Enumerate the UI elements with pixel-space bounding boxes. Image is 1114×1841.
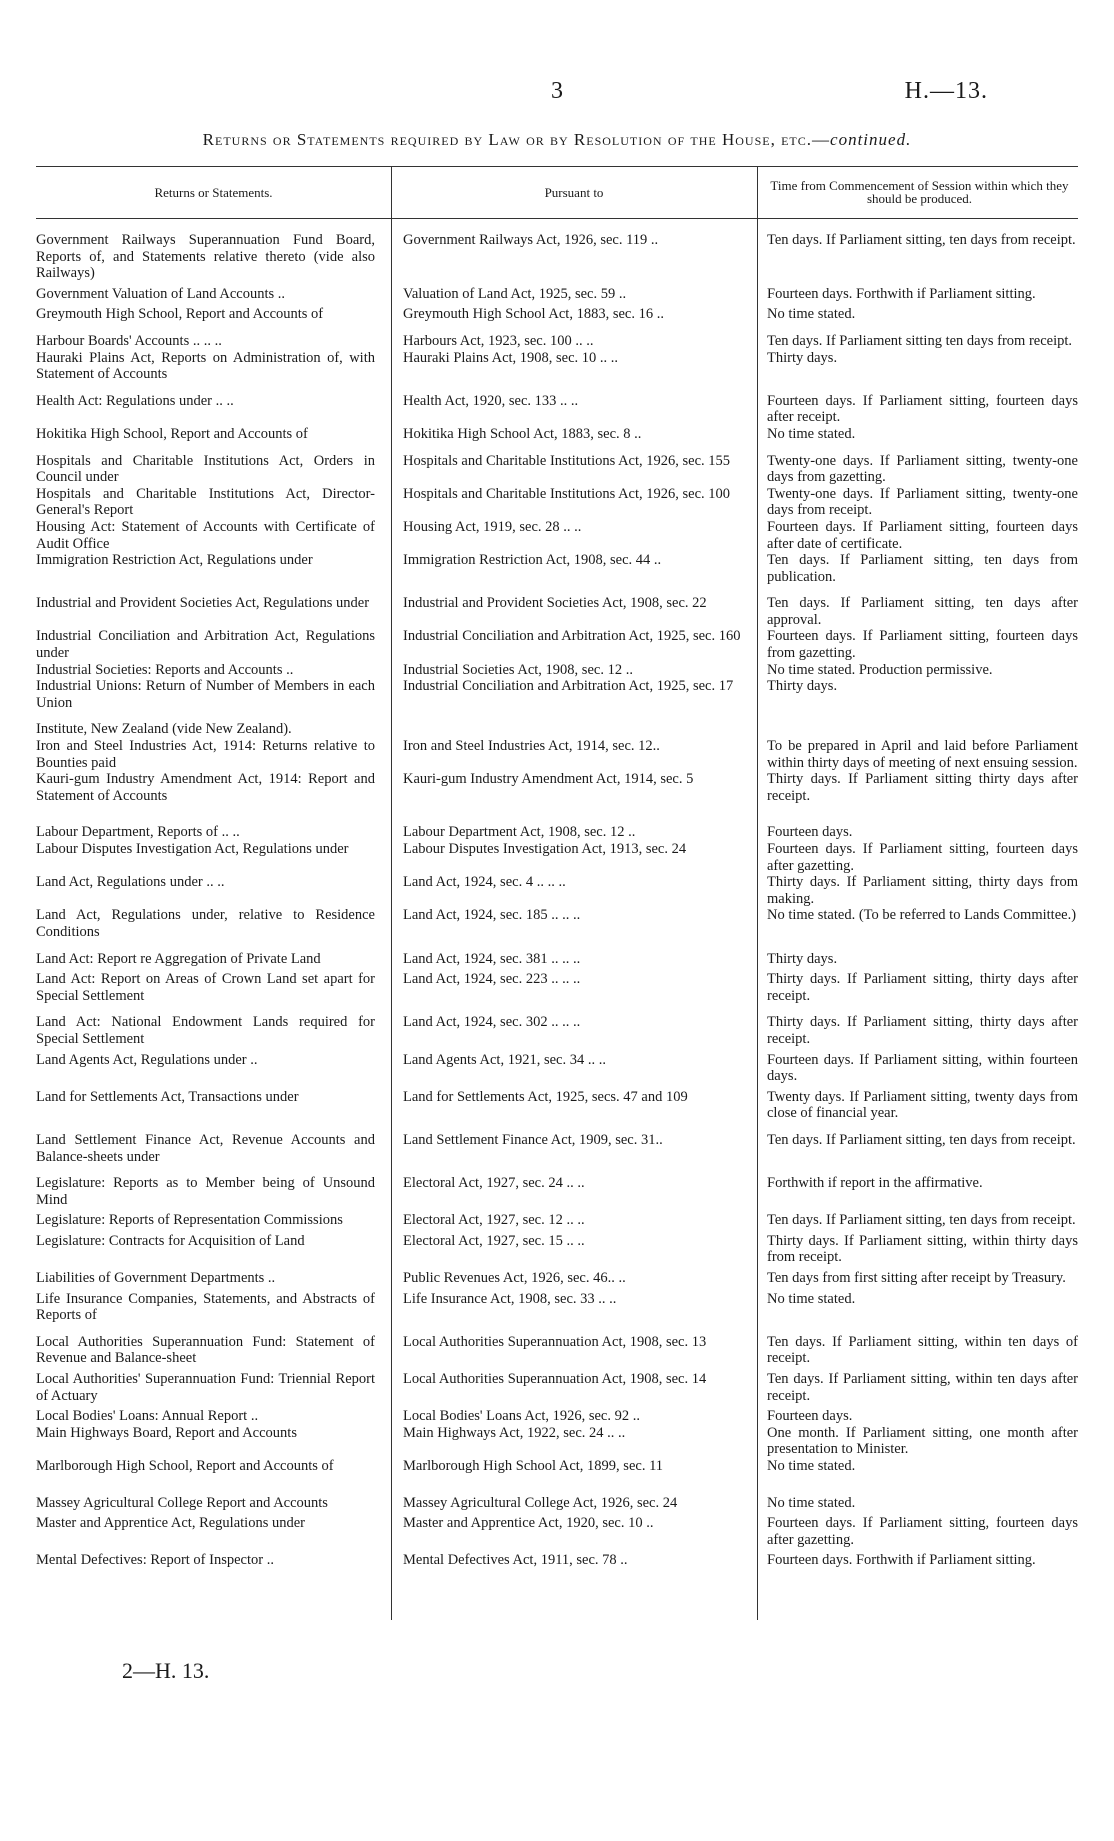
pursuant-cell: Local Authorities Superannuation Act, 1908, sec. 13	[403, 1333, 707, 1350]
pursuant-cell: Main Highways Act, 1922, sec. 24 .. ..	[403, 1424, 626, 1441]
statement-cell: Land Act, Regulations under .. ..	[36, 874, 225, 891]
time-cell: Fourteen days. If Parliament sitting, fourteen days after receipt.	[767, 392, 1078, 426]
heading-text: Returns or Statements required by Law or by Resolution of the House, etc.—	[202, 130, 831, 149]
table-row	[36, 1334, 1078, 1367]
column-header-time: Time from Commencement of Session within which they should be produced.	[770, 178, 1069, 206]
time-cell: Ten days. If Parliament sitting, within ten days of receipt.	[767, 1333, 1078, 1367]
time-cell: Ten days. If Parliament sitting, ten days after approval.	[767, 595, 1078, 628]
pursuant-cell: Hospitals and Charitable Institutions Act, 1926, sec. 155	[403, 452, 731, 469]
table-row	[36, 1212, 1078, 1229]
returns-table-body	[36, 232, 1078, 1569]
time-cell: Ten days. If Parliament sitting, ten days from receipt.	[767, 1131, 1076, 1148]
table-row	[36, 907, 1078, 940]
time-cell: Fourteen days. If Parliament sitting, fourteen days from gazetting.	[767, 628, 1078, 662]
pursuant-cell: Government Railways Act, 1926, sec. 119 ..	[403, 232, 659, 248]
pursuant-cell: Industrial Societies Act, 1908, sec. 12 ..	[403, 661, 633, 678]
document-reference: H.—13.	[904, 78, 988, 104]
table-row	[36, 1371, 1078, 1404]
statement-cell: Main Highways Board, Report and Accounts	[36, 1424, 297, 1441]
pursuant-cell: Hokitika High School Act, 1883, sec. 8 ..	[403, 425, 642, 442]
time-cell: No time stated.	[767, 1494, 856, 1511]
statement-cell: Iron and Steel Industries Act, 1914: Returns relative to Bounties paid	[36, 738, 375, 771]
pursuant-cell: Greymouth High School Act, 1883, sec. 16 ..	[403, 306, 664, 323]
statement-cell: Industrial Conciliation and Arbitration Act, Regulations under	[36, 628, 375, 662]
time-cell: Fourteen days. If Parliament sitting, fourteen days after gazetting.	[767, 841, 1078, 874]
pursuant-cell: Marlborough High School Act, 1899, sec. 11	[403, 1458, 664, 1474]
column-header-pursuant: Pursuant to	[544, 184, 604, 200]
table-row	[36, 552, 1078, 585]
pursuant-cell: Industrial Conciliation and Arbitration Act, 1925, sec. 17	[403, 678, 734, 695]
table-row	[36, 453, 1078, 486]
pursuant-cell: Local Bodies' Loans Act, 1926, sec. 92 ..	[403, 1408, 640, 1425]
pursuant-cell: Massey Agricultural College Act, 1926, sec. 24	[403, 1494, 678, 1511]
table-row	[36, 1233, 1078, 1266]
statement-cell: Kauri-gum Industry Amendment Act, 1914: Report and Statement of Accounts	[36, 771, 375, 804]
statement-cell: Institute, New Zealand (vide New Zealand).	[36, 721, 292, 738]
table-row	[36, 678, 1078, 711]
statement-cell: Land Act: Report on Areas of Crown Land set apart for Special Settlement	[36, 971, 375, 1004]
page-footer: 2—H. 13.	[122, 1658, 210, 1683]
pursuant-cell: Industrial and Provident Societies Act, 1908, sec. 22	[403, 595, 707, 612]
heading-continued: continued.	[830, 130, 912, 149]
statement-cell: Land for Settlements Act, Transactions under	[36, 1088, 299, 1105]
table-row	[36, 971, 1078, 1004]
statement-cell: Government Valuation of Land Accounts ..	[36, 285, 285, 302]
pursuant-cell: Valuation of Land Act, 1925, sec. 59 ..	[403, 285, 627, 302]
statement-cell: Labour Disputes Investigation Act, Regulations under	[36, 841, 349, 857]
statement-cell: Housing Act: Statement of Accounts with Certificate of Audit Office	[36, 518, 375, 552]
table-row	[36, 1270, 1078, 1287]
statement-cell: Government Railways Superannuation Fund Board, Reports of, and Statements relative thereto (vide also Railways)	[36, 232, 375, 282]
table-row	[36, 286, 1078, 303]
time-cell: Thirty days. If Parliament sitting, within thirty days from receipt.	[767, 1232, 1078, 1266]
time-cell: Ten days. If Parliament sitting, ten days from receipt.	[767, 232, 1076, 248]
pursuant-cell: Hauraki Plains Act, 1908, sec. 10 .. ..	[403, 349, 619, 366]
table-row	[36, 486, 1078, 519]
table-row	[36, 350, 1078, 383]
time-cell: Twenty-one days. If Parliament sitting, twenty-one days from receipt.	[767, 485, 1078, 519]
table-row	[36, 426, 1078, 443]
pursuant-cell: Labour Department Act, 1908, sec. 12 ..	[403, 824, 636, 841]
table-row	[36, 662, 1078, 679]
pursuant-cell: Harbours Act, 1923, sec. 100 .. ..	[403, 332, 594, 349]
statement-cell: Life Insurance Companies, Statements, and Abstracts of Reports of	[36, 1290, 375, 1324]
table-row	[36, 738, 1078, 771]
statement-cell: Harbour Boards' Accounts .. .. ..	[36, 332, 222, 349]
pursuant-cell: Health Act, 1920, sec. 133 .. ..	[403, 392, 579, 409]
table-row	[36, 1175, 1078, 1208]
statement-cell: Hospitals and Charitable Institutions Act, Orders in Council under	[36, 452, 375, 486]
table-row	[36, 628, 1078, 661]
table-row	[36, 841, 1078, 874]
statement-cell: Industrial Unions: Return of Number of Members in each Union	[36, 678, 375, 711]
statement-cell: Marlborough High School, Report and Accounts of	[36, 1458, 334, 1474]
statement-cell: Land Act: Report re Aggregation of Private Land	[36, 950, 321, 967]
pursuant-cell: Land Act, 1924, sec. 302 .. .. ..	[403, 1014, 581, 1031]
statement-cell: Legislature: Contracts for Acquisition of Land	[36, 1232, 305, 1249]
time-cell: Thirty days. If Parliament sitting thirty days after receipt.	[767, 771, 1078, 804]
statement-cell: Greymouth High School, Report and Accounts of	[36, 306, 324, 323]
table-row	[36, 1052, 1078, 1085]
time-cell: No time stated.	[767, 1458, 856, 1474]
pursuant-cell: Land Settlement Finance Act, 1909, sec. 31..	[403, 1131, 663, 1148]
time-cell: Ten days. If Parliament sitting, ten days from publication.	[767, 552, 1078, 585]
table-row	[36, 333, 1078, 350]
pursuant-cell: Industrial Conciliation and Arbitration Act, 1925, sec. 160	[403, 628, 741, 645]
table-row	[36, 1425, 1078, 1458]
pursuant-cell: Iron and Steel Industries Act, 1914, sec. 12..	[403, 738, 660, 755]
time-cell: Twenty days. If Parliament sitting, twenty days from close of financial year.	[767, 1088, 1078, 1122]
pursuant-cell: Electoral Act, 1927, sec. 12 .. ..	[403, 1212, 585, 1229]
statement-cell: Land Act: National Endowment Lands required for Special Settlement	[36, 1014, 375, 1047]
statement-cell: Legislature: Reports of Representation Commissions	[36, 1212, 343, 1229]
table-row	[36, 1132, 1078, 1165]
pursuant-cell: Land Agents Act, 1921, sec. 34 .. ..	[403, 1051, 606, 1068]
time-cell: Forthwith if report in the affirmative.	[767, 1175, 983, 1192]
statement-cell: Liabilities of Government Departments ..	[36, 1270, 276, 1287]
table-row	[36, 1014, 1078, 1047]
pursuant-cell: Electoral Act, 1927, sec. 15 .. ..	[403, 1232, 585, 1249]
time-cell: No time stated. (To be referred to Lands Committee.)	[767, 907, 1077, 924]
time-cell: Twenty-one days. If Parliament sitting, twenty-one days from gazetting.	[767, 452, 1078, 486]
pursuant-cell: Local Authorities Superannuation Act, 1908, sec. 14	[403, 1371, 707, 1388]
time-cell: No time stated.	[767, 306, 856, 323]
time-cell: No time stated. Production permissive.	[767, 661, 993, 678]
column-header-statements: Returns or Statements.	[154, 184, 273, 200]
statement-cell: Land Settlement Finance Act, Revenue Accounts and Balance-sheets under	[36, 1131, 375, 1165]
statement-cell: Massey Agricultural College Report and Accounts	[36, 1494, 328, 1511]
table-row	[36, 1515, 1078, 1548]
table-row	[36, 232, 1078, 282]
pursuant-cell: Mental Defectives Act, 1911, sec. 78 ..	[403, 1552, 628, 1569]
time-cell: Thirty days.	[767, 349, 838, 366]
time-cell: Thirty days. If Parliament sitting, thirty days after receipt.	[767, 971, 1078, 1004]
page-heading	[0, 130, 1114, 150]
pursuant-cell: Land Act, 1924, sec. 381 .. .. ..	[403, 950, 581, 967]
pursuant-cell: Hospitals and Charitable Institutions Act, 1926, sec. 100	[403, 485, 731, 502]
page-number: 3	[551, 78, 563, 104]
statement-cell: Mental Defectives: Report of Inspector ..	[36, 1552, 274, 1569]
table-row	[36, 1495, 1078, 1512]
statement-cell: Local Bodies' Loans: Annual Report ..	[36, 1408, 259, 1425]
time-cell: Thirty days. If Parliament sitting, thirty days after receipt.	[767, 1014, 1078, 1047]
time-cell: To be prepared in April and laid before Parliament within thirty days of meeting of next ensuing session.	[767, 738, 1078, 771]
pursuant-cell: Housing Act, 1919, sec. 28 .. ..	[403, 518, 582, 535]
time-cell: Fourteen days. Forthwith if Parliament sitting.	[767, 1552, 1036, 1569]
statement-cell: Labour Department, Reports of .. ..	[36, 824, 240, 841]
table-row	[36, 824, 1078, 841]
statement-cell: Hospitals and Charitable Institutions Act, Director-General's Report	[36, 485, 375, 519]
time-cell: Thirty days.	[767, 950, 838, 967]
time-cell: Ten days. If Parliament sitting ten days from receipt.	[767, 332, 1073, 349]
table-row	[36, 771, 1078, 804]
time-cell: Fourteen days. If Parliament sitting, fourteen days after date of certificate.	[767, 518, 1078, 552]
table-row	[36, 1458, 1078, 1475]
statement-cell: Hokitika High School, Report and Accounts of	[36, 425, 308, 442]
table-row	[36, 306, 1078, 323]
pursuant-cell: Land Act, 1924, sec. 185 .. .. ..	[403, 907, 581, 924]
time-cell: One month. If Parliament sitting, one month after presentation to Minister.	[767, 1424, 1078, 1458]
time-cell: Thirty days.	[767, 678, 838, 695]
statement-cell: Land Agents Act, Regulations under ..	[36, 1051, 258, 1068]
table-header-rule	[36, 218, 1078, 219]
statement-cell: Health Act: Regulations under .. ..	[36, 392, 234, 409]
table-row	[36, 1408, 1078, 1425]
time-cell: Fourteen days. If Parliament sitting, fourteen days after gazetting.	[767, 1515, 1078, 1548]
statement-cell: Master and Apprentice Act, Regulations under	[36, 1515, 305, 1532]
pursuant-cell: Land for Settlements Act, 1925, secs. 47 and 109	[403, 1088, 688, 1105]
table-row	[36, 1552, 1078, 1569]
time-cell: Fourteen days. Forthwith if Parliament sitting.	[767, 285, 1036, 302]
pursuant-cell: Land Act, 1924, sec. 223 .. .. ..	[403, 971, 581, 988]
pursuant-cell: Land Act, 1924, sec. 4 .. .. ..	[403, 874, 566, 891]
statement-cell: Immigration Restriction Act, Regulations under	[36, 552, 313, 569]
pursuant-cell: Master and Apprentice Act, 1920, sec. 10 ..	[403, 1515, 654, 1532]
time-cell: Ten days from first sitting after receipt by Treasury.	[767, 1270, 1066, 1287]
table-row	[36, 721, 1078, 738]
statement-cell: Legislature: Reports as to Member being of Unsound Mind	[36, 1175, 375, 1208]
table-row	[36, 1291, 1078, 1324]
table-row	[36, 393, 1078, 426]
time-cell: No time stated.	[767, 1290, 856, 1307]
time-cell: Ten days. If Parliament sitting, ten days from receipt.	[767, 1212, 1076, 1229]
time-cell: Fourteen days.	[767, 824, 853, 841]
time-cell: Fourteen days.	[767, 1408, 853, 1425]
pursuant-cell: Electoral Act, 1927, sec. 24 .. ..	[403, 1175, 585, 1192]
statement-cell: Local Authorities' Superannuation Fund: Triennial Report of Actuary	[36, 1371, 375, 1404]
time-cell: Fourteen days. If Parliament sitting, within fourteen days.	[767, 1051, 1078, 1085]
statement-cell: Local Authorities Superannuation Fund: Statement of Revenue and Balance-sheet	[36, 1333, 375, 1367]
time-cell: Thirty days. If Parliament sitting, thirty days from making.	[767, 874, 1078, 907]
statement-cell: Industrial Societies: Reports and Accounts ..	[36, 661, 294, 678]
table-row	[36, 519, 1078, 552]
time-cell: Ten days. If Parliament sitting, within ten days after receipt.	[767, 1371, 1078, 1404]
table-row	[36, 874, 1078, 907]
table-row	[36, 1089, 1078, 1122]
pursuant-cell: Labour Disputes Investigation Act, 1913, sec. 24	[403, 841, 687, 857]
pursuant-cell: Life Insurance Act, 1908, sec. 33 .. ..	[403, 1290, 617, 1307]
statement-cell: Industrial and Provident Societies Act, Regulations under	[36, 595, 370, 612]
pursuant-cell: Immigration Restriction Act, 1908, sec. 44 ..	[403, 552, 662, 569]
pursuant-cell: Kauri-gum Industry Amendment Act, 1914, sec. 5	[403, 771, 694, 788]
pursuant-cell: Public Revenues Act, 1926, sec. 46.. ..	[403, 1270, 626, 1287]
time-cell: No time stated.	[767, 425, 856, 442]
table-row	[36, 595, 1078, 628]
statement-cell: Hauraki Plains Act, Reports on Administration of, with Statement of Accounts	[36, 349, 375, 383]
statement-cell: Land Act, Regulations under, relative to Residence Conditions	[36, 907, 375, 940]
table-row	[36, 951, 1078, 968]
